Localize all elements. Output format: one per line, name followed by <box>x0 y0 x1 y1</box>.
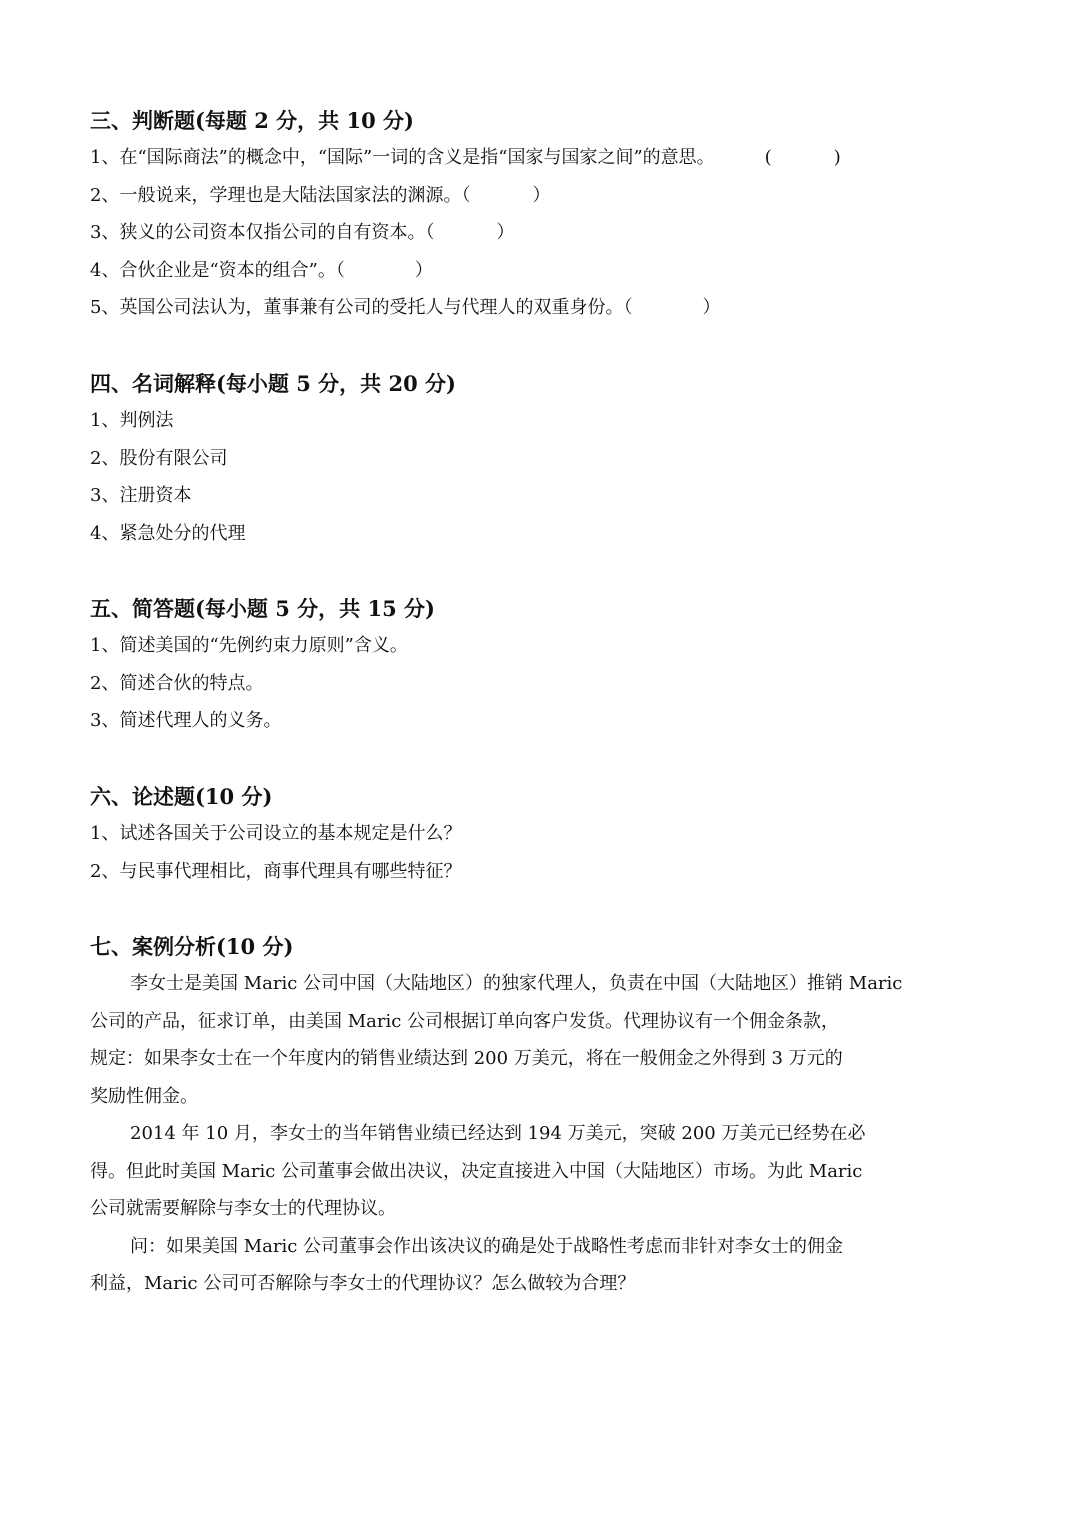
question-text: 4、合伙企业是“资本的组合”。 <box>90 259 336 281</box>
question-text: 5、英国公司法认为，董事兼有公司的受托人与代理人的双重身份。 <box>90 297 624 318</box>
case-paragraph <box>90 965 1020 1115</box>
question-item: 1、判例法 <box>90 410 174 431</box>
question-item: 4、紧急处分的代理 <box>90 522 246 544</box>
section-heading: 三、判断题(每题 2 分，共 10 分) <box>90 108 414 133</box>
question-item <box>90 214 1020 252</box>
case-line: 利益，Maric 公司可否解除与李女士的代理协议？怎么做较为合理？ <box>90 1273 636 1294</box>
answer-blank-close: ) <box>833 147 841 168</box>
question-item: 3、注册资本 <box>90 485 192 506</box>
question-text: 3、狭义的公司资本仅指公司的自有资本。 <box>90 222 426 243</box>
answer-blank-close: ） <box>702 297 721 318</box>
section-term-definitions <box>90 366 1020 552</box>
case-line: 李女士是美国 Maric 公司中国（大陆地区）的独家代理人，负责在中国（大陆地区）推销 Maric <box>130 973 903 994</box>
question-item <box>90 177 1020 215</box>
question-item: 1、简述美国的“先例约束力原则”含义。 <box>90 635 408 656</box>
answer-blank-open: （ <box>335 259 345 281</box>
question-item: 2、简述合伙的特点。 <box>90 672 264 694</box>
answer-blank-open: （ <box>461 184 471 206</box>
case-line: 公司就需要解除与李女士的代理协议。 <box>90 1198 396 1219</box>
case-line: 得。但此时美国 Maric 公司董事会做出决议，决定直接进入中国（大陆地区）市场。为此 Maric <box>90 1160 863 1182</box>
answer-blank-open: （ <box>425 222 435 243</box>
question-item: 2、与民事代理相比，商事代理具有哪些特征？ <box>90 860 462 882</box>
section-essay <box>90 779 1020 890</box>
case-line: 规定：如果李女士在一个年度内的销售业绩达到 200 万美元，将在一般佣金之外得到 3 万元的 <box>90 1048 843 1069</box>
case-line: 奖励性佣金。 <box>90 1085 198 1107</box>
case-line: 2014 年 10 月，李女士的当年销售业绩已经达到 194 万美元，突破 200 万美元已经势在必 <box>130 1123 866 1144</box>
question-item <box>90 252 1020 290</box>
question-item <box>90 139 1020 177</box>
section-heading: 四、名词解释(每小题 5 分，共 20 分) <box>90 371 456 396</box>
question-text: 1、在“国际商法”的概念中，“国际”一词的含义是指“国家与国家之间”的意思。 <box>90 147 715 168</box>
question-text: 2、一般说来，学理也是大陆法国家法的渊源。 <box>90 184 462 206</box>
section-true-false <box>90 103 1020 327</box>
section-heading: 五、简答题(每小题 5 分，共 15 分) <box>90 596 435 621</box>
case-line: 公司的产品，征求订单，由美国 Maric 公司根据订单向客户发货。代理协议有一个佣金条款， <box>90 1010 840 1032</box>
section-case-analysis <box>90 929 1020 1303</box>
answer-blank-close: ） <box>496 222 515 243</box>
section-heading: 六、论述题(10 分) <box>90 784 273 809</box>
case-paragraph <box>90 1115 1020 1228</box>
answer-blank-close: ） <box>414 259 433 281</box>
answer-blank-open: （ <box>623 297 633 318</box>
section-short-answer <box>90 591 1020 740</box>
question-item: 1、试述各国关于公司设立的基本规定是什么？ <box>90 823 462 844</box>
answer-blank-open: ( <box>764 147 772 168</box>
case-question <box>90 1228 1020 1303</box>
answer-blank-close: ） <box>532 184 551 206</box>
case-line: 问：如果美国 Maric 公司董事会作出该决议的确是处于战略性考虑而非针对李女士的佣金 <box>130 1235 844 1257</box>
question-item: 3、简述代理人的义务。 <box>90 710 282 731</box>
section-heading: 七、案例分析(10 分) <box>90 934 294 959</box>
question-item: 2、股份有限公司 <box>90 447 228 469</box>
question-item <box>90 289 1020 327</box>
